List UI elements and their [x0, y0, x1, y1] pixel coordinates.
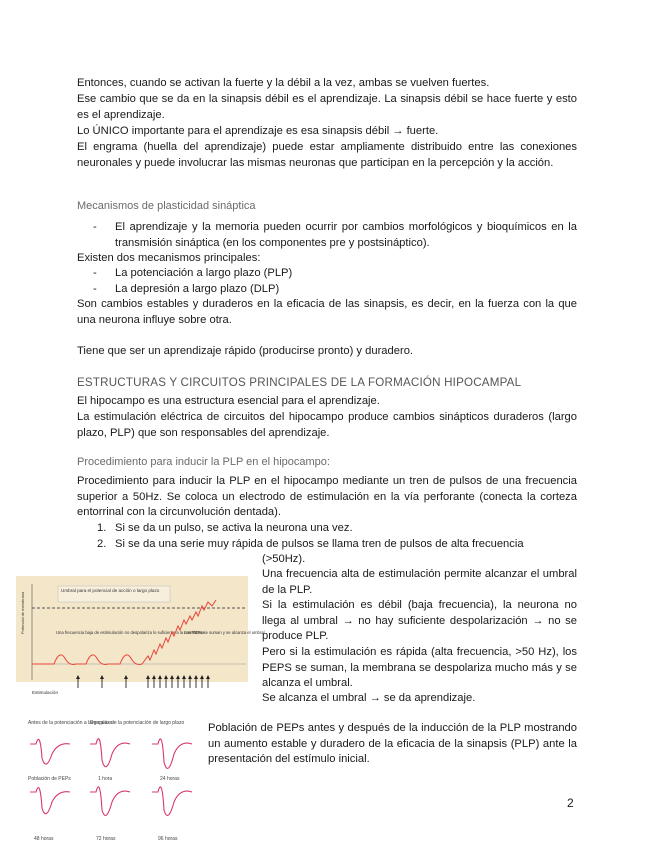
threshold-label: Umbral para el potencial de acción o largo plazo [61, 588, 160, 593]
trace-before [30, 739, 70, 764]
stimulation-label: Estimulación [32, 690, 59, 695]
hippocampus-p2: La estimulación eléctrica de circuitos del hipocampo produce cambios sinápticos duraderos (largo plazo, PLP) que son responsables del aprendizaje. [77, 411, 577, 439]
step-2-number: 2. [97, 538, 107, 550]
step-2-text-cont: (>50Hz). [262, 553, 306, 565]
y-axis-label: Potencial de membrana [20, 591, 25, 634]
mechanisms-plp: La potenciación a largo plazo (PLP) [115, 267, 293, 279]
step-2-text: Si se da una serie muy rápida de pulsos se llama tren de pulsos de alta frecuencia [115, 538, 524, 550]
high-frequency-label: Los PEPs se suman y se alcanza el umbral [184, 630, 265, 635]
right-p2: Si la estimulación es débil (baja frecuencia), la neurona no llega al umbral → no hay suficiente despolarización → no se produce PLP. [262, 599, 577, 643]
step-1-number: 1. [97, 522, 107, 534]
mechanisms-bullet-1: El aprendizaje y la memoria pueden ocurrir por cambios morfológicos y bioquímicos en la transmisión sináptica (en los componentes pre y postsináptico). [115, 221, 577, 249]
hippocampus-heading: ESTRUCTURAS Y CIRCUITOS PRINCIPALES DE LA FORMACIÓN HIPOCAMPAL [77, 376, 522, 389]
step-1-text: Si se da un pulso, se activa la neurona una vez. [115, 522, 353, 534]
figure-caption: Población de PEPs antes y después de la inducción de la PLP mostrando un aumento estable y duradero de la eficacia de la sinapsis (PLP) ante la presentación del estímulo inicial. [208, 722, 577, 766]
mechanisms-dlp: La depresión a largo plazo (DLP) [115, 283, 280, 295]
page-number: 2 [567, 796, 574, 810]
right-p4: Se alcanza el umbral → se da aprendizaje. [262, 692, 476, 704]
after-label: Después de la potenciación de largo plazo [90, 720, 185, 726]
trace-96h [152, 787, 192, 816]
population-label: Población de PEPs [28, 776, 71, 782]
mechanisms-stable: Son cambios estables y duraderos en la eficacia de las sinapsis, es decir, en la fuerza con la que una neurona influye sobre otra. [77, 298, 577, 326]
before-label: Antes de la potenciación a largo plazo [28, 720, 113, 726]
bullet-dash: - [93, 283, 97, 295]
hour-48-label: 48 horas [34, 836, 54, 842]
trace-24h [152, 739, 192, 769]
intro-line-4: El engrama (huella del aprendizaje) puede estar ampliamente distribuido entre las conexiones neuronales y puede involucrar las mismas neuronas que participan en la percepción y la acción. [77, 141, 577, 169]
procedure-p1: Procedimiento para inducir la PLP en el hipocampo mediante un tren de pulsos de una frecuencia superior a 50Hz. Se coloca un electrodo de estimulación en la vía perforante (conecta la corteza entorrinal con la circunvolución dentada). [77, 475, 577, 519]
hour-72-label: 72 horas [96, 836, 116, 842]
hippocampus-p1: El hipocampo es una estructura esencial para el aprendizaje. [77, 395, 380, 407]
trace-1h [90, 739, 130, 767]
mechanisms-heading: Mecanismos de plasticidad sináptica [77, 200, 256, 212]
right-p1: Una frecuencia alta de estimulación permite alcanzar el umbral de la PLP. [262, 568, 577, 596]
hour-1-label: 1 hora [98, 776, 113, 782]
plp-threshold-figure [16, 576, 265, 698]
intro-line-2: Ese cambio que se da en la sinapsis débil es el aprendizaje. La sinapsis débil se hace fuerte y esto es el aprendizaje. [77, 93, 577, 121]
right-p3: Pero si la estimulación es rápida (alta frecuencia, >50 Hz), los PEPS se suman, la membrana se despolariza mucho más y se alcanza el umbral. [262, 646, 577, 690]
hour-96-label: 96 horas [158, 836, 178, 842]
procedure-heading: Procedimiento para inducir la PLP en el hipocampo: [77, 456, 330, 468]
hour-24-label: 24 horas [160, 776, 180, 782]
bullet-dash: - [93, 267, 97, 279]
low-frequency-label: Una frecuencia baja de estimulación no despolariza lo suficiente a la membrana [56, 630, 205, 635]
intro-line-3: Lo ÚNICO importante para el aprendizaje es esa sinapsis débil → fuerte. [77, 125, 439, 137]
bullet-dash: - [93, 221, 97, 233]
mechanisms-exist: Existen dos mecanismos principales: [77, 252, 261, 264]
intro-line-1: Entonces, cuando se activan la fuerte y la débil a la vez, ambas se vuelven fuertes. [77, 77, 490, 89]
mechanisms-fast: Tiene que ser un aprendizaje rápido (producirse pronto) y duradero. [77, 345, 414, 357]
pep-population-figure [28, 718, 200, 844]
trace-72h [90, 787, 130, 816]
trace-48h [30, 788, 70, 814]
